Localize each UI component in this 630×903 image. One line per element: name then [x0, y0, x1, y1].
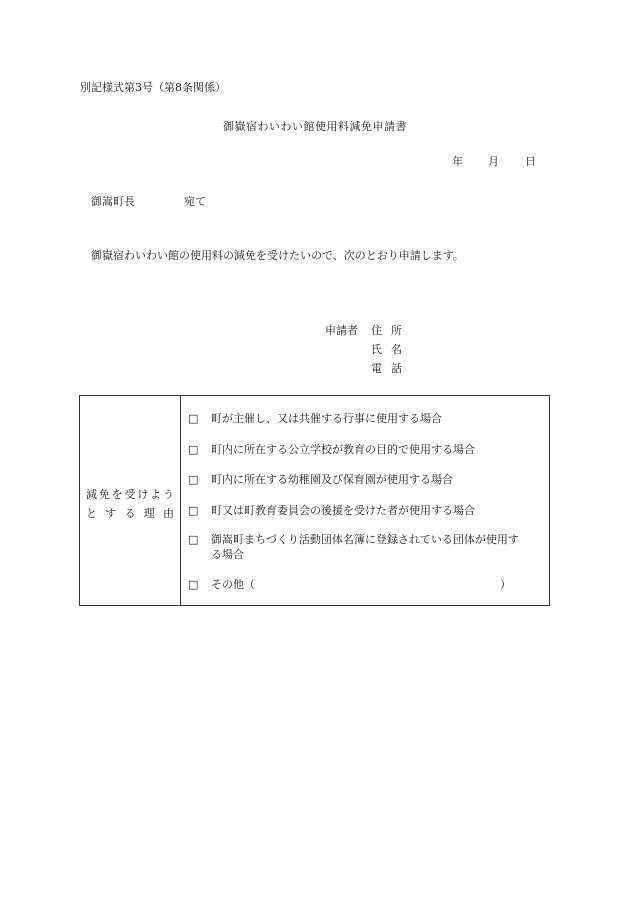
- form-number: 別記様式第3号（第8条関係）: [80, 81, 226, 94]
- reason-header-char: う: [162, 488, 174, 501]
- checkbox-icon[interactable]: □: [188, 412, 199, 425]
- addressee-name: 御嵩町長: [91, 195, 135, 208]
- reason-header-line-2: [86, 508, 174, 519]
- reason-option-label: 町内に所在する幼稚園及び保育園が使用する場合: [211, 473, 453, 486]
- applicant-label: 申請者: [325, 324, 358, 337]
- checkbox-icon[interactable]: □: [188, 533, 199, 546]
- reason-option-label: 御嵩町まちづくり活動団体名簿に登録されている団体が使用す: [211, 533, 519, 546]
- reason-header-char: 理: [143, 507, 155, 520]
- reason-header-char: る: [124, 507, 136, 520]
- reason-header-char: よ: [150, 488, 162, 501]
- applicant-name-label: 氏名: [371, 343, 411, 356]
- reason-header-char: 免: [98, 488, 110, 501]
- reason-header-line-1: [86, 489, 174, 500]
- document-title: 御嶽宿わいわい館使用料減免申請書: [223, 120, 407, 133]
- reason-header-char: け: [137, 488, 149, 501]
- reason-header-char: す: [105, 507, 117, 520]
- date-year-label: 年: [452, 155, 463, 168]
- applicant-address-label: 住所: [371, 324, 411, 337]
- reason-header-char: 由: [163, 507, 174, 520]
- reason-option-label: 町又は町教育委員会の後援を受けた者が使用する場合: [211, 504, 475, 517]
- applicant-phone-label: 電話: [371, 362, 411, 375]
- reason-header-char: 受: [124, 488, 136, 501]
- reason-other-label: その他（: [211, 578, 255, 591]
- request-statement: 御嶽宿わいわい館の使用料の減免を受けたいので、次のとおり申請します。: [91, 249, 464, 262]
- checkbox-icon[interactable]: □: [188, 504, 199, 517]
- checkbox-icon[interactable]: □: [188, 578, 199, 591]
- reason-table: [79, 395, 550, 606]
- reason-header-char: を: [111, 488, 123, 501]
- reason-option-label: 町が主催し、又は共催する行事に使用する場合: [211, 412, 442, 425]
- checkbox-icon[interactable]: □: [188, 443, 199, 456]
- date-month-label: 月: [488, 155, 499, 168]
- reason-option-label-continued: る場合: [211, 548, 244, 561]
- reason-header-char: と: [86, 507, 97, 520]
- reason-header-cell: [80, 396, 181, 605]
- reason-other-close: ）: [500, 578, 511, 591]
- date-day-label: 日: [525, 155, 536, 168]
- checkbox-icon[interactable]: □: [188, 473, 199, 486]
- reason-option-label: 町内に所在する公立学校が教育の目的で使用する場合: [211, 443, 475, 456]
- reason-header-char: 減: [86, 488, 97, 501]
- addressee-suffix: 宛て: [184, 195, 206, 208]
